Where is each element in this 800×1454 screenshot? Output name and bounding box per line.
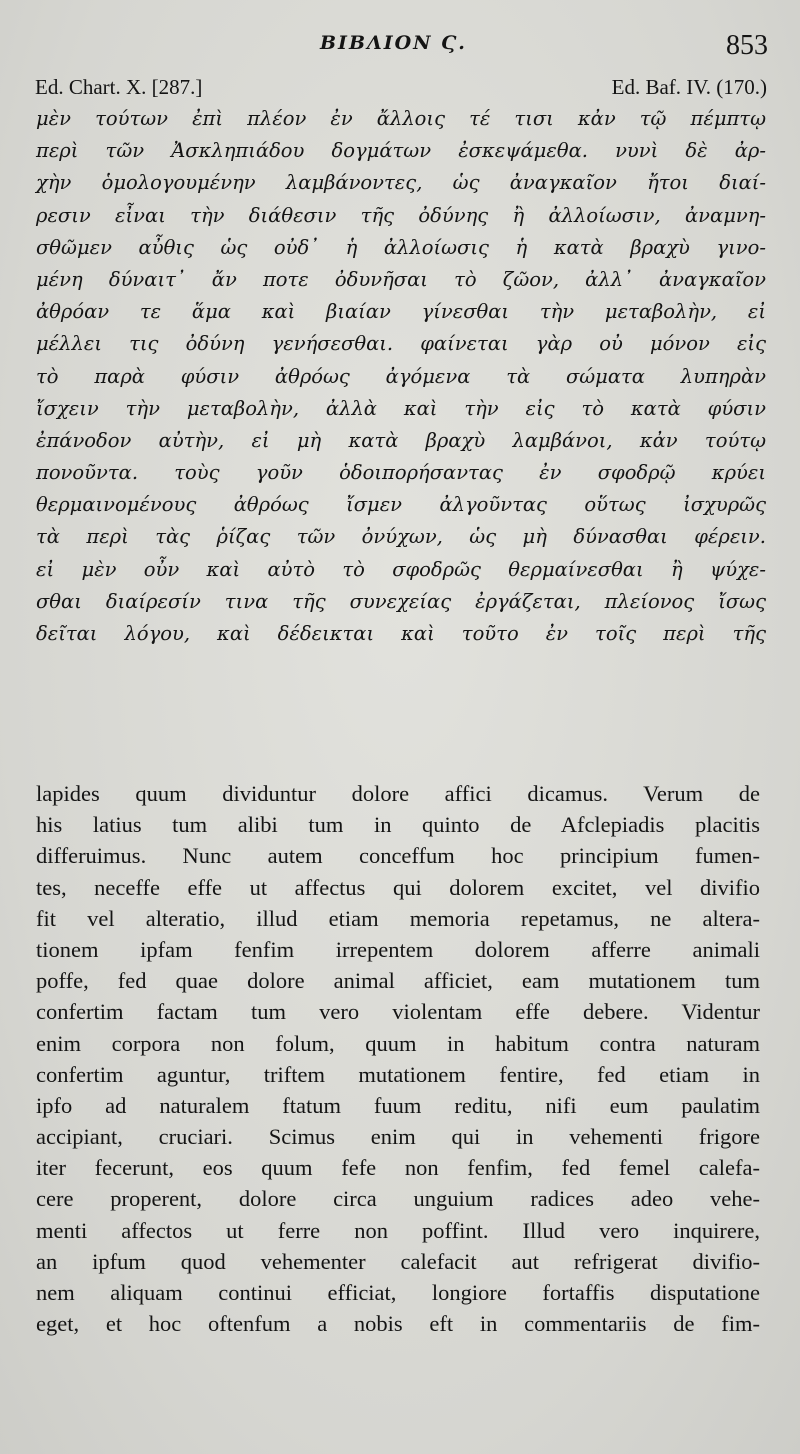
greek-text-line: θερμαινομένους ἀθρόως ἴσμεν ἀλγοῦντας οὕτως ἰσχυρῶς	[36, 493, 766, 517]
latin-text-line: eget, et hoc oftenfum a nobis eft in commentariis de fim-	[36, 1311, 760, 1337]
latin-text-line: nem aliquam continui efficiat, longiore fortaffis disputatione	[36, 1280, 760, 1305]
greek-text-line: μέλλει τις ὀδύνη γενήσεσθαι. φαίνεται γὰρ οὐ μόνον εἰς	[36, 332, 766, 356]
latin-text-block	[36, 778, 760, 1339]
greek-text-line: τὰ περὶ τὰς ῥίζας τῶν ὀνύχων, ὡς μὴ δύνασθαι φέρειν.	[36, 525, 766, 549]
latin-text-line: tionem ipfam fenfim irrepentem dolorem afferre animali	[36, 936, 760, 962]
latin-text-line: accipiant, cruciari. Scimus enim qui in vehementi frigore	[36, 1124, 760, 1150]
greek-text-line: ἴσχειν τὴν μεταβολὴν, ἀλλὰ καὶ τὴν εἰς τὸ κατὰ φύσιν	[36, 396, 766, 420]
edition-basel: Ed. Baf. IV. (170.)	[611, 75, 767, 99]
book-title: ΒΙΒΛΙΟΝ Ϛ.	[320, 32, 467, 54]
latin-text-line: an ipfum quod vehementer calefacit aut refrigerat divifio-	[36, 1248, 760, 1274]
edition-references	[35, 75, 767, 101]
greek-text-line: δεῖται λόγου, καὶ δέδεικται καὶ τοῦτο ἐν τοῖς περὶ τῆς	[36, 622, 766, 645]
greek-text-line: ἀθρόαν τε ἅμα καὶ βιαίαν γίνεσθαι τὴν μεταβολὴν, εἰ	[36, 300, 766, 324]
latin-text-line: ipfo ad naturalem ftatum fuum reditu, nifi eum paulatim	[36, 1092, 760, 1118]
latin-text-line: tes, neceffe effe ut affectus qui dolorem excitet, vel divifio	[36, 874, 760, 900]
greek-text-block	[36, 103, 766, 650]
greek-text-line: ρεσιν εἶναι τὴν διάθεσιν τῆς ὀδύνης ἢ ἀλλοίωσιν, ἀναμνη-	[36, 203, 766, 227]
latin-text-line: iter fecerunt, eos quum fefe non fenfim, fed femel calefa-	[36, 1155, 760, 1181]
latin-text-line: lapides quum dividuntur dolore affici dicamus. Verum de	[36, 781, 760, 806]
latin-text-line: confertim aguntur, triftem mutationem fentire, fed etiam in	[36, 1061, 760, 1087]
greek-text-line: ἐπάνοδον αὐτὴν, εἰ μὴ κατὰ βραχὺ λαμβάνοι, κἀν τούτῳ	[36, 428, 766, 452]
greek-text-line: σθαι διαίρεσίν τινα τῆς συνεχείας ἐργάζεται, πλείονος ἴσως	[36, 589, 766, 613]
latin-text-line: cere properent, dolore circa unguium radices adeo vehe-	[36, 1186, 760, 1212]
greek-text-line: τὸ παρὰ φύσιν ἀθρόως ἀγόμενα τὰ σώματα λυπηρὰν	[36, 364, 766, 388]
greek-text-line: περὶ τῶν Ἀσκληπιάδου δογμάτων ἐσκεψάμεθα. νυνὶ δὲ ἀρ-	[36, 139, 766, 163]
latin-text-line: his latius tum alibi tum in quinto de Afclepiadis placitis	[36, 812, 760, 838]
latin-text-line: differuimus. Nunc autem conceffum hoc principium fumen-	[36, 843, 760, 869]
page-number: 853	[726, 30, 768, 61]
latin-text-line: menti affectos ut ferre non poffint. Illud vero inquirere,	[36, 1217, 760, 1243]
latin-text-line: enim corpora non folum, quum in habitum contra naturam	[36, 1030, 760, 1056]
latin-text-line: fit vel alteratio, illud etiam memoria repetamus, ne altera-	[36, 905, 760, 931]
greek-text-line: μὲν τούτων ἐπὶ πλέον ἐν ἄλλοις τέ τισι κἀν τῷ πέμπτῳ	[36, 107, 766, 130]
greek-text-line: εἰ μὲν οὖν καὶ αὐτὸ τὸ σφοδρῶς θερμαίνεσθαι ἢ ψύχε-	[36, 557, 766, 581]
latin-text-line: confertim factam tum vero violentam effe debere. Videntur	[36, 999, 760, 1025]
greek-text-line: χὴν ὁμολογουμένην λαμβάνοντες, ὡς ἀναγκαῖον ἤτοι διαί-	[36, 171, 766, 195]
edition-chartier: Ed. Chart. X. [287.]	[35, 75, 203, 99]
latin-text-line: poffe, fed quae dolore animal afficiet, eam mutationem tum	[36, 968, 760, 994]
greek-text-line: σθῶμεν αὖθις ὡς οὐδ᾽ ἡ ἀλλοίωσις ἡ κατὰ βραχὺ γινο-	[36, 235, 766, 259]
greek-text-line: μένη δύναιτ᾽ ἄν ποτε ὀδυνῆσαι τὸ ζῶον, ἀλλ᾽ ἀναγκαῖον	[36, 267, 766, 291]
greek-text-line: πονοῦντα. τοὺς γοῦν ὁδοιπορήσαντας ἐν σφοδρῷ κρύει	[36, 461, 766, 485]
running-head	[0, 30, 800, 60]
